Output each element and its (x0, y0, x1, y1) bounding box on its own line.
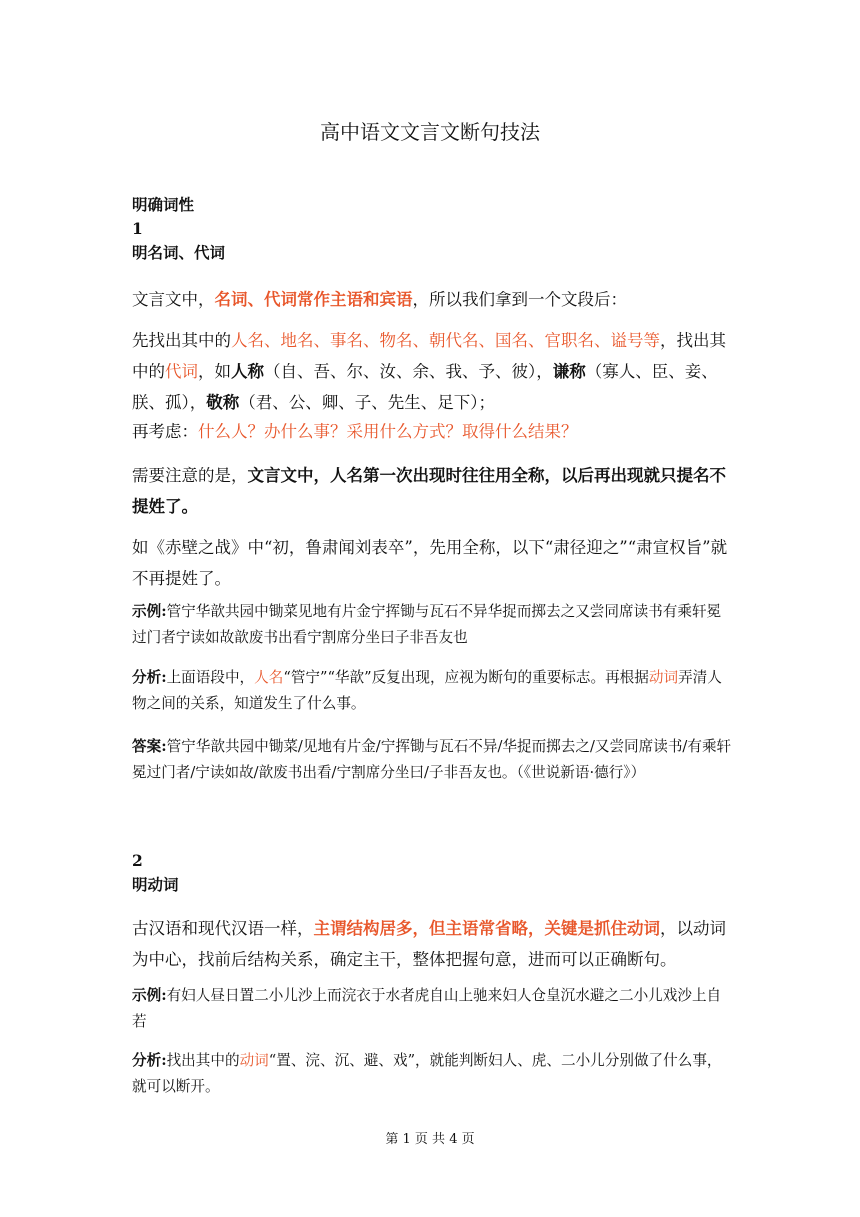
intro-highlight: 名词、代词常作主语和宾语 (214, 290, 413, 309)
intro-text-end: ，所以我们拿到一个文段后： (412, 290, 627, 309)
find-text: ，如 (198, 362, 231, 381)
find-highlight-pronoun: 代词 (165, 362, 198, 381)
page-footer: 第 1 页 共 4 页 (385, 1132, 475, 1147)
example-text: 有妇人昼日置二小儿沙上而浣衣于水者虎自山上驰来妇人仓皇沉水避之二小儿戏沙上自若 (132, 987, 722, 1030)
note-bold: 文言文中，人名第一次出现时往往用全称，以后再出现就只提名不提姓了。 (132, 466, 726, 516)
analysis-text: 上面语段中， (166, 669, 255, 686)
analysis-label: 分析: (132, 1052, 167, 1069)
analysis-highlight: 人名 (254, 669, 284, 686)
analysis-1 (132, 665, 732, 717)
analysis-highlight: 动词 (648, 669, 679, 686)
find-bold-personal: 人称 (231, 362, 264, 381)
section-number: 1 (132, 219, 143, 238)
example-text: 管宁华歆共园中锄菜见地有片金宁挥锄与瓦石不异华捉而掷去之又尝同席读书有乘轩冕过门者宁读如故歆废书出看宁割席分坐曰子非吾友也 (132, 603, 722, 646)
find-text: （自、吾、尔、汝、余、我、予、彼）， (264, 362, 553, 381)
subsection-heading: 明名词、代词 (132, 243, 226, 262)
note-text: 需要注意的是， (132, 466, 248, 485)
analysis-2 (132, 1048, 732, 1100)
analysis-text: “置、浣、沉、避、戏”，就能判断妇人、虎、二小儿分别做了什么事，就可以断开。 (132, 1052, 722, 1095)
analysis-highlight: 动词 (239, 1052, 269, 1069)
find-paragraph (132, 325, 732, 418)
page-title: 高中语文文言文断句技法 (320, 120, 540, 144)
example-2 (132, 983, 732, 1035)
section-heading: 明确词性 (132, 195, 195, 214)
analysis-text: “管宁”“华歆”反复出现，应视为断句的重要标志。再根据 (283, 669, 649, 686)
answer-1 (132, 734, 732, 786)
find-bold-honorific: 敬称 (206, 393, 240, 412)
find-text: （君、公、卿、子、先生、足下）； (239, 393, 495, 412)
answer-label: 答案: (132, 738, 167, 755)
verb-highlight: 主谓结构居多，但主语常省略，关键是抓住动词 (313, 919, 660, 938)
analysis-text: 弄清人物之间的关系，知道发生了什么事。 (132, 669, 722, 712)
intro-text: 文言文中， (132, 290, 215, 309)
consider-questions: 什么人？办什么事？采用什么方式？取得什么结果？ (198, 422, 578, 441)
consider-text: 再考虑： (132, 422, 198, 441)
answer-text: 管宁华歆共园中锄菜/见地有片金/宁挥锄与瓦石不异/华捉而掷去之/又尝同席读书/有乘轩冕过门者/宁读如故/歆废书出看/宁割席分坐曰/子非吾友也。（《世说新语·德行》） (132, 738, 732, 781)
note-paragraph (132, 460, 732, 522)
example-reference: 如《赤壁之战》中“初，鲁肃闻刘表卒”，先用全称，以下“肃径迎之”“肃宣权旨”就不再提姓了。 (132, 538, 728, 588)
find-text: （寡人、臣、妾、朕、孤）， (132, 362, 718, 412)
find-text: 先找出其中的 (132, 331, 231, 350)
analysis-text: 找出其中的 (166, 1052, 240, 1069)
section-number: 2 (132, 851, 143, 870)
analysis-label: 分析: (132, 669, 167, 686)
find-text: ，找出其中的 (132, 331, 726, 381)
consider-paragraph (132, 416, 732, 447)
subsection-heading: 明动词 (132, 875, 179, 894)
example-label: 示例: (132, 987, 167, 1004)
example-label: 示例: (132, 603, 167, 620)
verb-text: 古汉语和现代汉语一样， (132, 919, 314, 938)
verb-text: ，以动词为中心，找前后结构关系，确定主干，整体把握句意，进而可以正确断句。 (132, 919, 726, 969)
intro-paragraph (132, 284, 732, 315)
example-1 (132, 599, 732, 651)
find-bold-humble: 谦称 (552, 362, 586, 381)
find-highlight-names: 人名、地名、事名、物名、朝代名、国名、官职名、谥号等 (231, 331, 660, 350)
verb-paragraph (132, 913, 732, 975)
